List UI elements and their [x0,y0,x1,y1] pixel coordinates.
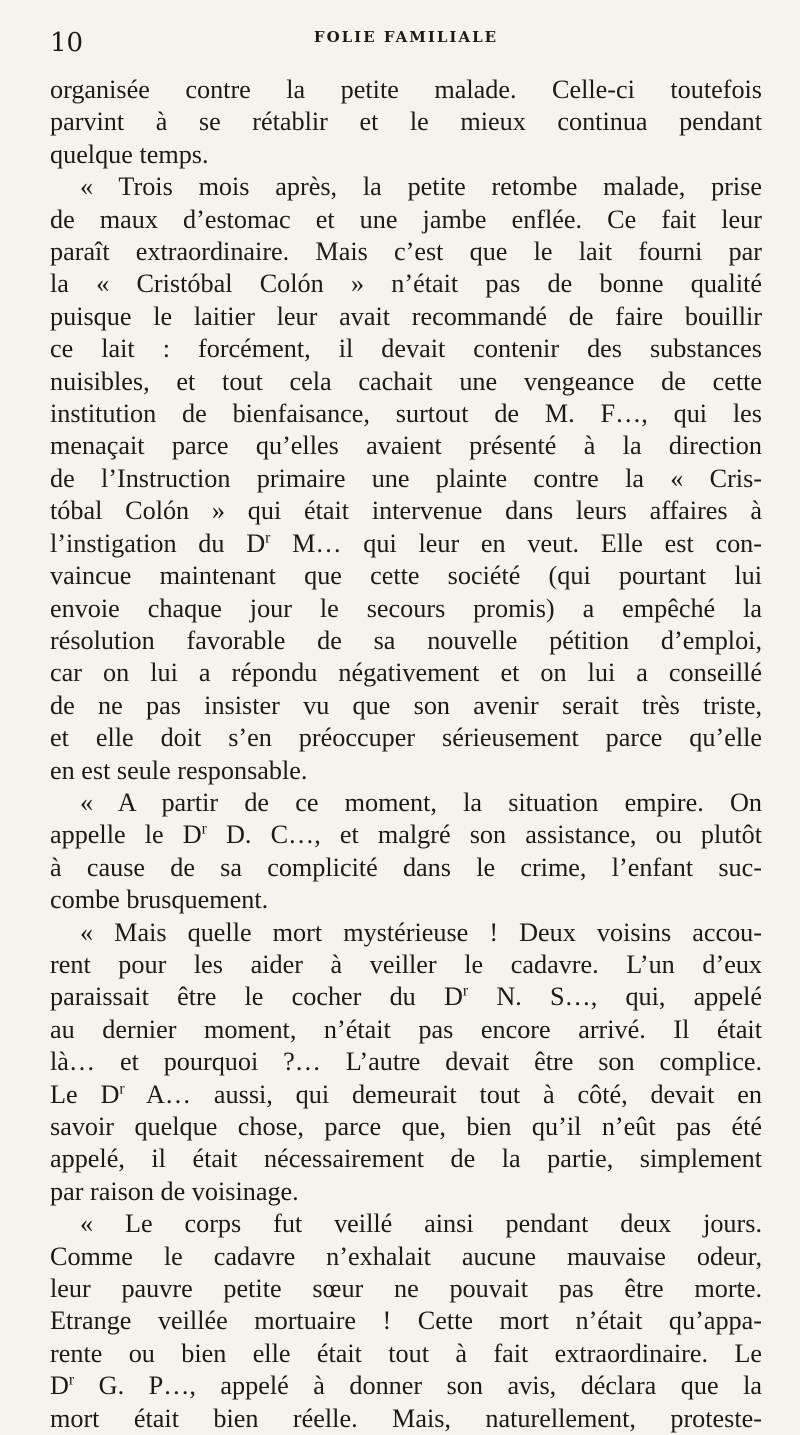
text-line: car on lui a répondu négativement et on lui a conseillé [50,658,762,688]
text-line: rente ou bien elle était tout à fait extraordinaire. Le [50,1338,762,1368]
text-line: et elle doit s’en préoccuper sérieusement parce qu’elle [50,723,762,753]
text-line: nuisibles, et tout cela cachait une vengeance de cette [50,366,762,396]
text-line: ce lait : forcément, il devait contenir des substances [50,334,762,364]
text-line: combe brusquement. [50,885,269,915]
paragraph [50,787,762,917]
text-line: Etrange veillée mortuaire ! Cette mort n’était qu’appa- [50,1306,762,1336]
text-line: $D^r$ G. P…, appelé à donner son avis, déclara que la [50,1371,762,1401]
paragraph [50,74,762,171]
text-line: de maux d’estomac et une jambe enflée. Ce fait leur [50,204,762,234]
text-line: là… et pourquoi ?… L’autre devait être son complice. [50,1047,762,1077]
text-line: résolution favorable de sa nouvelle pétition d’emploi, [50,625,762,655]
text-line: paraît extraordinaire. Mais c’est que le lait fourni par [50,237,762,267]
text-line: Le $D^r$ A… aussi, qui demeurait tout à côté, devait en [50,1079,762,1109]
paragraph [50,917,762,1209]
text-line: organisée contre la petite malade. Celle-ci toutefois [50,75,762,104]
text-line: « A partir de ce moment, la situation empire. On [80,787,762,817]
text-line: paraissait être le cocher du $D^r$ N. S…, qui, appelé [50,982,762,1012]
text-line: « Trois mois après, la petite retombe malade, prise [80,172,762,202]
text-line: de l’Instruction primaire une plainte contre la « Cris- [50,463,762,493]
text-line: « Mais quelle mort mystérieuse ! Deux voisins accou- [80,917,762,947]
text-line: quelque temps. [50,139,209,169]
text-line: tóbal Colón » qui était intervenue dans leurs affaires à [50,496,762,526]
text-line: à cause de sa complicité dans le crime, l’enfant suc- [50,852,762,882]
text-line: leur pauvre petite sœur ne pouvait pas être morte. [50,1274,762,1304]
text-line: en est seule responsable. [50,755,308,785]
text-line: institution de bienfaisance, surtout de M. F…, qui les [50,399,762,429]
text-line: parvint à se rétablir et le mieux continua pendant [50,107,762,137]
text-line: envoie chaque jour le secours promis) a empêché la [50,593,762,623]
text-line: mort était bien réelle. Mais, naturellement, proteste- [50,1403,762,1433]
text-line: de ne pas insister vu que son avenir serait très triste, [50,690,762,720]
text-line: rent pour les aider à veiller le cadavre. L’un d’eux [50,949,762,979]
text-line: au dernier moment, n’était pas encore arrivé. Il était [50,1014,762,1044]
text-line: appelé, il était nécessairement de la partie, simplement [50,1144,762,1174]
text-line: « Le corps fut veillé ainsi pendant deux jours. [80,1209,762,1239]
text-line: savoir quelque chose, parce que, bien qu’il n’eût pas été [50,1112,762,1141]
text-line: l’instigation du $D^r$ M… qui leur en veut. Elle est con- [50,528,762,558]
running-head [50,28,762,68]
text-line: Comme le cadavre n’exhalait aucune mauvaise odeur, [50,1241,762,1271]
text-line: par raison de voisinage. [50,1176,299,1206]
body-text [50,74,762,1435]
page-number: 10 [50,28,84,58]
paragraph [50,171,762,787]
text-line: vaincue maintenant que cette société (qui pourtant lui [50,561,762,591]
text-line: la « Cristóbal Colón » n’était pas de bonne qualité [50,269,762,299]
paragraph [50,1208,762,1435]
text-line: puisque le laitier leur avait recommandé de faire bouillir [50,301,762,331]
running-title: FOLIE FAMILIALE [313,28,499,46]
text-line: appelle le $D^r$ D. C…, et malgré son assistance, ou plutôt [50,820,763,850]
text-line: menaçait parce qu’elles avaient présenté à la direction [50,431,762,461]
